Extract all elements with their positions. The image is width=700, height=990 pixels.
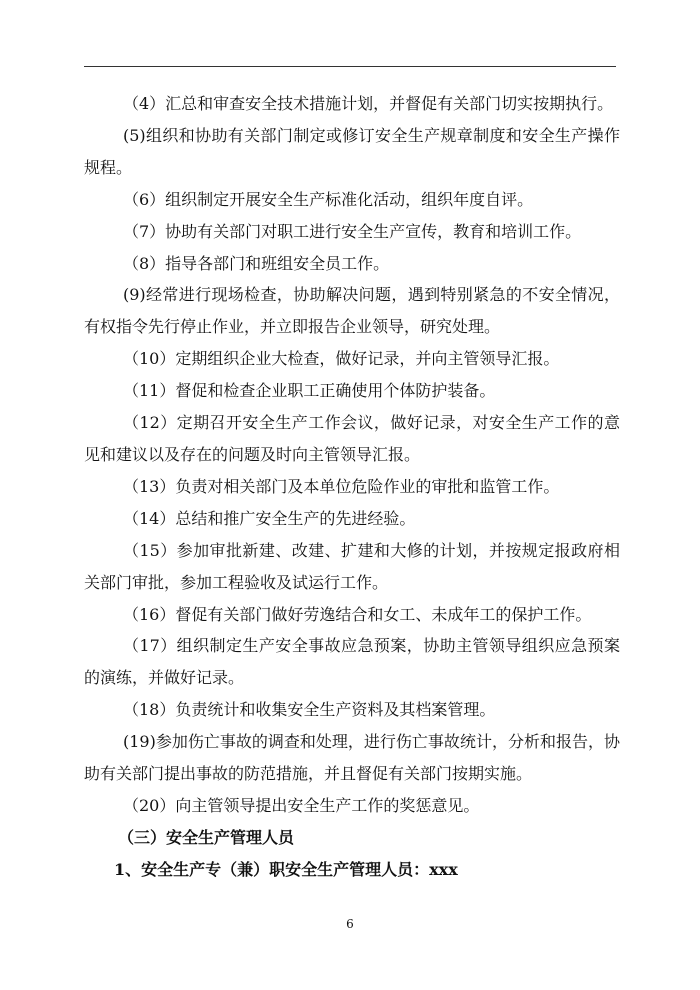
header-rule (84, 66, 616, 67)
list-item: （4）汇总和审查安全技术措施计划，并督促有关部门切实按期执行。 (123, 94, 614, 113)
list-item: （20）向主管领导提出安全生产工作的奖惩意见。 (123, 795, 480, 815)
list-item: (5)组织和协助有关部门制定或修订安全生产规章制度和安全生产操作规程。 (84, 125, 620, 177)
list-item: （8）指导各部门和班组安全员工作。 (123, 253, 390, 273)
list-item: (19)参加伤亡事故的调查和处理，进行伤亡事故统计，分析和报告，协助有关部门提出事故的防范措施，并且督促有关部门按期实施。 (84, 732, 620, 784)
page-number: 6 (346, 917, 354, 931)
list-item: （12）定期召开安全生产工作会议，做好记录，对安全生产工作的意见和建议以及存在的问题及时向主管领导汇报。 (84, 413, 620, 464)
list-item: （17）组织制定生产安全事故应急预案，协助主管领导组织应急预案的演练，并做好记录。 (84, 636, 620, 688)
list-item: （7）协助有关部门对职工进行安全生产宣传，教育和培训工作。 (123, 221, 582, 241)
list-item: （18）负责统计和收集安全生产资料及其档案管理。 (123, 700, 496, 720)
section-heading: （三）安全生产管理人员 (118, 827, 295, 847)
list-item: （16）督促有关部门做好劳逸结合和女工、未成年工的保护工作。 (123, 604, 592, 624)
page-body (84, 88, 620, 886)
list-item: （14）总结和推广安全生产的先进经验。 (123, 508, 416, 528)
list-item: （6）组织制定开展安全生产标准化活动，组织年度自评。 (123, 189, 534, 209)
list-item: （15）参加审批新建、改建、扩建和大修的计划，并按规定报政府相关部门审批，参加工程验收及试运行工作。 (84, 540, 620, 592)
list-item: （11）督促和检查企业职工正确使用个体防护装备。 (123, 381, 496, 401)
list-item: （13）负责对相关部门及本单位危险作业的审批和监管工作。 (123, 476, 560, 496)
sub-heading: 1、安全生产专（兼）职安全生产管理人员：xxx (114, 859, 458, 879)
list-item: (9)经常进行现场检查，协助解决问题，遇到特别紧急的不安全情况，有权指令先行停止作业，并立即报告企业领导，研究处理。 (84, 285, 620, 337)
list-item: （10）定期组织企业大检查，做好记录，并向主管领导汇报。 (123, 349, 560, 369)
